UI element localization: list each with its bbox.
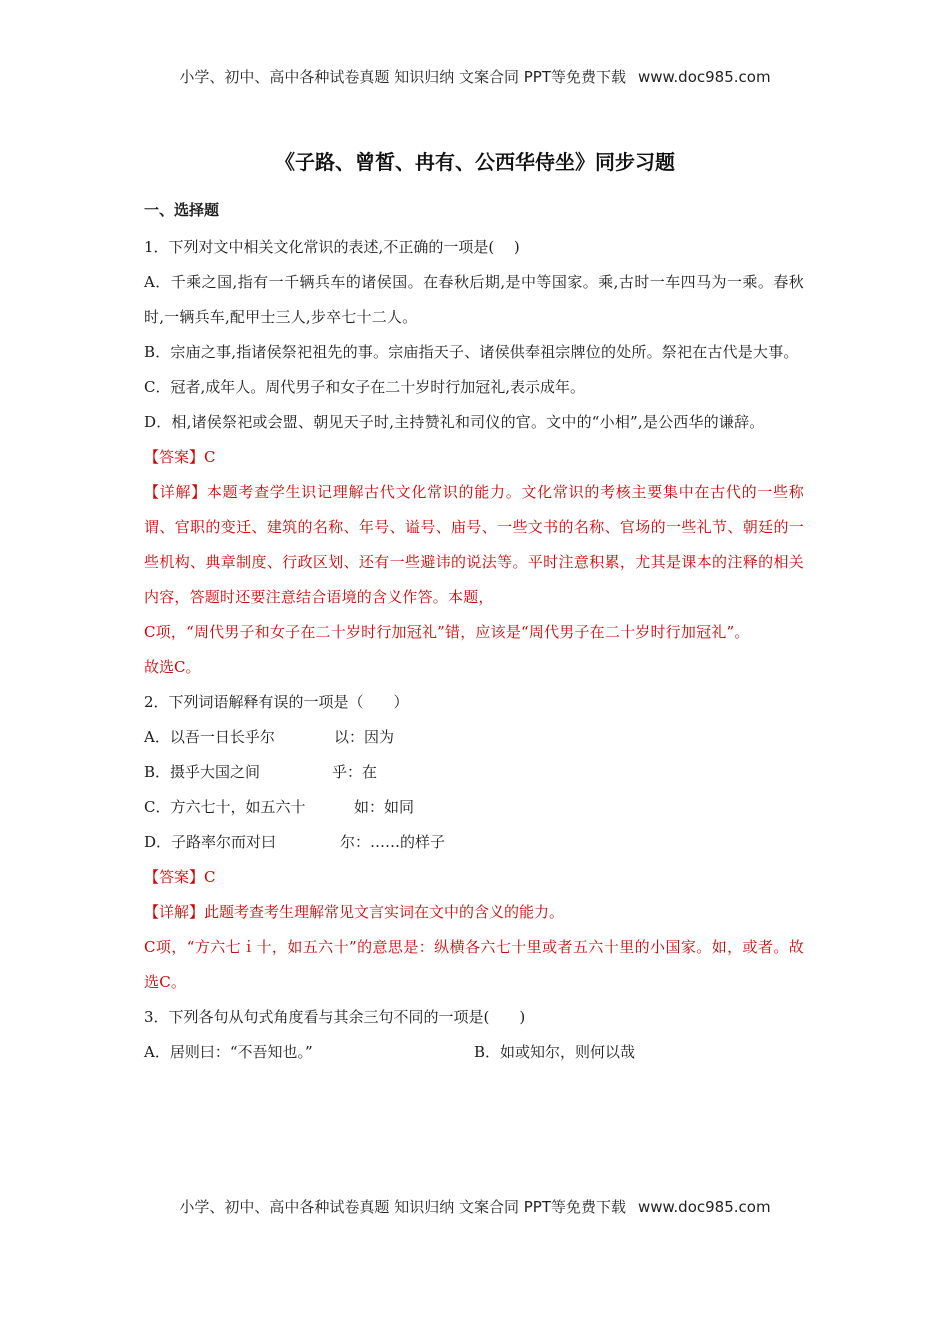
footer-text: 小学、初中、高中各种试卷真题 知识归纳 文案合同 PPT等免费下载 <box>179 1198 626 1216</box>
header-url[interactable]: www.doc985.com <box>637 68 771 86</box>
q2-option-d <box>144 825 804 860</box>
header-text: 小学、初中、高中各种试卷真题 知识归纳 文案合同 PPT等免费下载 <box>179 68 626 86</box>
footer-url[interactable]: www.doc985.com <box>637 1198 771 1216</box>
q2-option-a <box>144 720 804 755</box>
q1-option-d: D．相,诸侯祭祀或会盟、朝见天子时,主持赞礼和司仪的官。文中的“小相”,是公西华的谦辞。 <box>144 413 765 431</box>
q2-option-a-gloss: 以：因为 <box>334 728 395 746</box>
q2-option-d-gloss: 尔：……的样子 <box>340 833 446 851</box>
q2-option-b-gloss: 乎：在 <box>332 763 378 781</box>
q2-option-b <box>144 755 804 790</box>
q2-option-c-text: C．方六七十，如五六十 <box>144 798 306 816</box>
document-body <box>144 198 804 1070</box>
page-header <box>0 66 950 87</box>
q3-options-row <box>144 1035 804 1070</box>
q1-option-a: A．千乘之国,指有一千辆兵车的诸侯国。在春秋后期,是中等国家。乘,古时一车四马为一乘。春秋时,一辆兵车,配甲士三人,步卒七十二人。 <box>144 273 804 326</box>
q1-option-c: C．冠者,成年人。周代男子和女子在二十岁时行加冠礼,表示成年。 <box>144 378 586 396</box>
page-footer <box>0 1196 950 1217</box>
q2-detail-c: C项，“方六七ｉ十，如五六十”的意思是：纵横各六七十里或者五六十里的小国家。如，或者。故选C。 <box>144 938 804 991</box>
q2-option-b-text: B．摄乎大国之间 <box>144 763 261 781</box>
q3-option-b: B．如或知尔，则何以哉 <box>474 1043 636 1061</box>
section-title: 一、选择题 <box>144 201 220 219</box>
q1-conclusion: 故选C。 <box>144 658 201 676</box>
q1-detail: 【详解】本题考查学生识记理解古代文化常识的能力。文化常识的考核主要集中在古代的一些称谓、官职的变迁、建筑的名称、年号、谥号、庙号、一些文书的名称、官场的一些礼节、朝廷的一些机构、典章制度、行政区划、还有一些避讳的说法等。平时注意积累，尤其是课本的注释的相关内容，答题时还要注意结合语境的含义作答。本题， <box>144 483 804 606</box>
q2-option-c <box>144 790 804 825</box>
q1-stem: 1．下列对文中相关文化常识的表述,不正确的一项是( ) <box>144 238 520 256</box>
q2-detail: 【详解】此题考查考生理解常见文言实词在文中的含义的能力。 <box>144 903 565 921</box>
q3-option-a: A．居则曰：“不吾知也。” <box>144 1043 313 1061</box>
q2-option-c-gloss: 如：如同 <box>354 798 415 816</box>
q1-detail-c: C项，“周代男子和女子在二十岁时行加冠礼”错，应该是“周代男子在二十岁时行加冠礼”。 <box>144 623 750 641</box>
document-title: 《子路、曾皙、冉有、公西华侍坐》同步习题 <box>275 150 675 174</box>
q1-answer: 【答案】C <box>144 448 216 466</box>
q2-option-d-text: D．子路率尔而对曰 <box>144 833 277 851</box>
q2-answer: 【答案】C <box>144 868 216 886</box>
q1-option-b: B．宗庙之事,指诸侯祭祀祖先的事。宗庙指天子、诸侯供奉祖宗牌位的处所。祭祀在古代是大事。 <box>144 343 799 361</box>
q2-option-a-text: A．以吾一日长乎尔 <box>144 728 275 746</box>
q3-stem: 3．下列各句从句式角度看与其余三句不同的一项是( ) <box>144 1008 526 1026</box>
q2-stem: 2．下列词语解释有误的一项是（ ） <box>144 693 409 711</box>
